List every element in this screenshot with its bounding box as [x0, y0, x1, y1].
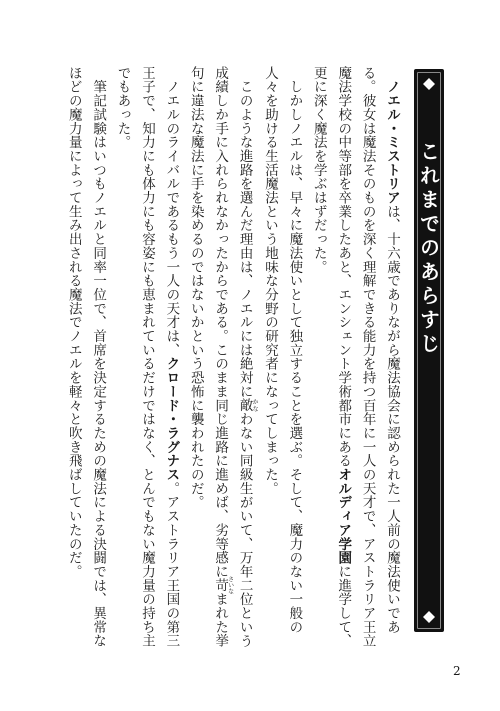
furigana: さいな — [226, 576, 234, 595]
emphasized-name: クロード・ラグナス — [163, 356, 180, 482]
text-run: に進学して、更に深く魔法を学ぶはずだった。 — [310, 66, 352, 648]
paragraph — [61, 66, 110, 656]
text-run: このような進路を選んだ理由は、ノエルには絶対に — [236, 79, 253, 399]
ruby-base: 苛 — [212, 576, 229, 595]
text-run: は、十六歳でありながら魔法協会に認められた一人前の魔法使いである。彼女は魔法そのものを深く理解できる能力を持つ百年に一人の天才で、アストラリア王立魔法学校の中等部を卒業したあと、エンシェント学術都市にある — [335, 66, 400, 648]
page-number: 2 — [453, 664, 461, 678]
synopsis-body — [61, 66, 404, 656]
emphasized-name: ノエル・ミストリア — [384, 79, 400, 205]
paragraph — [183, 66, 257, 656]
ruby-base: 敵 — [236, 398, 253, 413]
text-run: ノエルのライバルであるもう一人の天才は、 — [163, 79, 180, 357]
synopsis-title-banner — [414, 69, 444, 632]
ruby-annotated-text — [236, 398, 259, 413]
text-run: 筆記試験はいつもノエルと同率一位で、首席を決定するための魔法による決闘では、異常なほどの魔力量によって生み出される魔法でノエルを軽々と吹き飛ばしていたのだ。 — [65, 66, 107, 648]
synopsis-title: これまでのあらすじ — [416, 141, 441, 357]
emphasized-name: オルディア学園 — [335, 467, 352, 565]
furigana: かな — [251, 398, 259, 413]
text-run: わない同級生がいて、万年二位という成績しか手に入れられなかったからである。このまま同じ進路に進めば、劣等感に — [212, 66, 253, 648]
paragraph — [110, 66, 183, 656]
paragraph — [306, 66, 404, 656]
paragraph — [258, 66, 307, 656]
text-run: 。アストラリア王国の第三王子で、知力にも体力にも容姿にも恵まれているだけではなく、とんでもない魔力量の持ち主でもあった。 — [114, 66, 180, 648]
ruby-annotated-text — [212, 576, 234, 595]
text-run: しかしノエルは、早々に魔法使いとして独立することを選ぶ。そして、魔力のない一般の人々を助ける生活魔法という地味な分野の研究者になってしまった。 — [261, 66, 303, 634]
text-run: まれた挙句に違法な魔法に手を染めるのではないかという恐怖に襲われたのだ。 — [187, 66, 229, 648]
